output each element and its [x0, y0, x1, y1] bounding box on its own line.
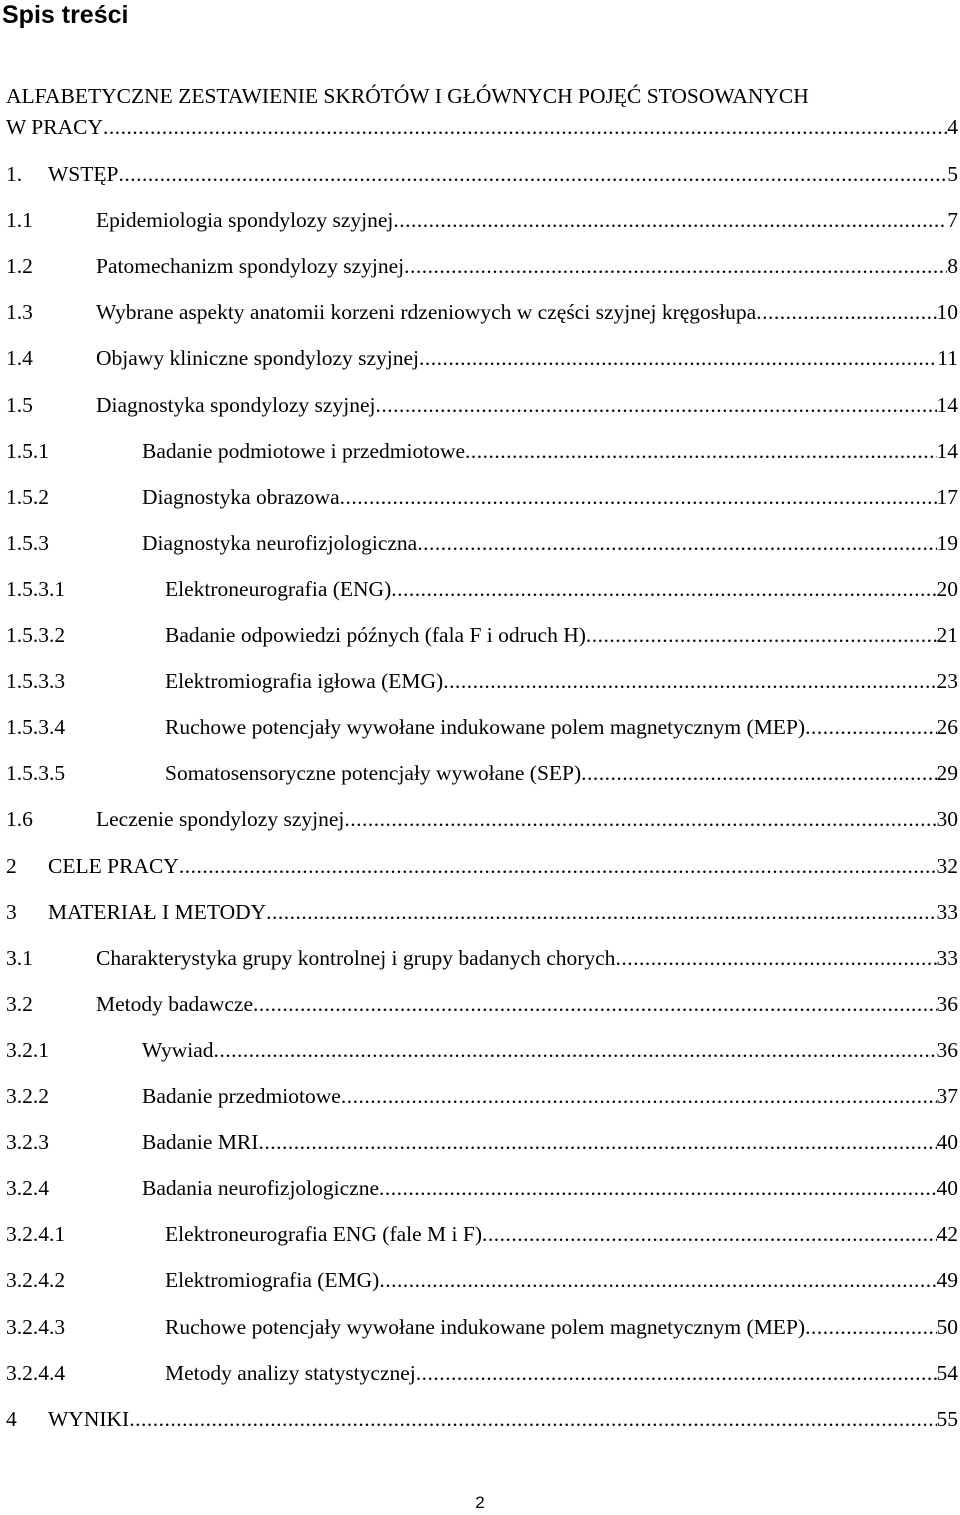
- toc-leader-dots: [258, 1127, 936, 1157]
- toc-entry-page: 30: [936, 807, 958, 831]
- toc-entry-text: MATERIAŁ I METODY: [48, 900, 267, 924]
- toc-leader-dots: [404, 251, 947, 281]
- toc-entry-number: 1.3: [6, 300, 33, 324]
- toc-entry-number: 3.2.4.4: [6, 1361, 66, 1385]
- toc-entry-number: 3.2.4.3: [6, 1315, 66, 1339]
- toc-entry-page: 11: [937, 346, 958, 370]
- toc-leader-dots: [103, 112, 947, 142]
- toc-entry-text: Badanie podmiotowe i przedmiotowe: [142, 439, 466, 463]
- toc-entry[interactable]: [6, 1358, 958, 1388]
- toc-leader-dots: [465, 436, 936, 466]
- toc-entry-page: 55: [936, 1407, 958, 1431]
- toc-entry[interactable]: [6, 574, 958, 604]
- toc-entry-text: Elektroneurografia (ENG): [165, 577, 392, 601]
- toc-entry-number: 3.2.4: [6, 1176, 49, 1200]
- toc-entry[interactable]: [6, 297, 958, 327]
- toc-entry-page: 33: [936, 946, 958, 970]
- toc-entry-text: Epidemiologia spondylozy szyjnej: [96, 208, 394, 232]
- toc-leader-dots: [805, 1312, 936, 1342]
- toc-entry-number: 3.1: [6, 946, 33, 970]
- toc-entry-text: Ruchowe potencjały wywołane indukowane polem magnetycznym (MEP): [165, 1315, 806, 1339]
- toc-entry[interactable]: [6, 1127, 958, 1157]
- toc-entry-text: Elektromiografia igłowa (EMG): [165, 669, 444, 693]
- toc-entry-number: 3.2.1: [6, 1038, 49, 1062]
- toc-leader-dots: [379, 1173, 937, 1203]
- toc-entry-page: 42: [936, 1222, 958, 1246]
- toc-entry-page: 14: [936, 393, 958, 417]
- toc-entry-page: 32: [936, 854, 958, 878]
- toc-entry[interactable]: [6, 159, 958, 189]
- toc-leader-dots: [266, 897, 936, 927]
- toc-entry[interactable]: [6, 205, 958, 235]
- toc-title: Spis treści: [2, 1, 129, 29]
- toc-entry-text: Objawy kliniczne spondylozy szyjnej: [96, 346, 420, 370]
- toc-entry-text: Ruchowe potencjały wywołane indukowane polem magnetycznym (MEP): [165, 715, 806, 739]
- toc-entry-number: 3.2: [6, 992, 33, 1016]
- toc-entry-page: 14: [936, 439, 958, 463]
- toc-leader-dots: [375, 390, 936, 420]
- toc-entry-number: 2: [6, 854, 17, 878]
- toc-entry-text: Somatosensoryczne potencjały wywołane (SEP): [165, 761, 582, 785]
- toc-entry[interactable]: [6, 390, 958, 420]
- toc-entry-number: 1.5.3: [6, 531, 49, 555]
- toc-entry-number: 1.: [6, 162, 23, 186]
- toc-entry[interactable]: [6, 343, 958, 373]
- toc-entry-text: Elektromiografia (EMG): [165, 1268, 380, 1292]
- toc-entry-text: Badanie odpowiedzi późnych (fala F i odruch H): [165, 623, 586, 647]
- toc-entry[interactable]: [6, 851, 958, 881]
- toc-entry-number: 1.6: [6, 807, 33, 831]
- toc-entry-number: 1.5.3.3: [6, 669, 66, 693]
- toc-entry-text: WYNIKI: [48, 1407, 130, 1431]
- toc-leader-dots: [129, 1404, 936, 1434]
- toc-entry-text: Leczenie spondylozy szyjnej: [96, 807, 345, 831]
- toc-leader-dots: [344, 804, 936, 834]
- toc-entry-page: 17: [936, 485, 958, 509]
- toc-entry-number: 1.5.2: [6, 485, 49, 509]
- toc-entry[interactable]: [6, 620, 958, 650]
- toc-entry-text: Badanie przedmiotowe: [142, 1084, 341, 1108]
- toc-entry-text: Charakterystyka grupy kontrolnej i grupy badanych chorych: [96, 946, 616, 970]
- toc-leader-dots: [756, 297, 936, 327]
- toc-entry-text: Patomechanizm spondylozy szyjnej: [96, 254, 405, 278]
- toc-entry-page: 37: [936, 1084, 958, 1108]
- toc-leader-dots: [615, 943, 936, 973]
- toc-entry-page: 50: [936, 1315, 958, 1339]
- toc-entry-text: CELE PRACY: [48, 854, 179, 878]
- toc-entry-number: 1.1: [6, 208, 33, 232]
- toc-entry-page: 40: [936, 1176, 958, 1200]
- toc-leader-dots: [391, 574, 936, 604]
- toc-entry[interactable]: [6, 1265, 958, 1295]
- toc-leader-dots: [443, 666, 936, 696]
- toc-entry[interactable]: [6, 528, 958, 558]
- toc-entry-page: 54: [936, 1361, 958, 1385]
- toc-entry-page: 26: [936, 715, 958, 739]
- page-number: 2: [475, 1493, 485, 1512]
- toc-entry[interactable]: [6, 712, 958, 742]
- toc-entry-text: Diagnostyka obrazowa: [142, 485, 340, 509]
- toc-entry-page: 20: [936, 577, 958, 601]
- toc-leader-dots: [419, 343, 937, 373]
- toc-entry-number: 1.4: [6, 346, 33, 370]
- toc-leader-dots: [179, 851, 937, 881]
- toc-entry-text: Metody badawcze: [96, 992, 253, 1016]
- toc-entry[interactable]: [6, 1312, 958, 1342]
- toc-entry-number: 1.5.3.4: [6, 715, 66, 739]
- toc-entry[interactable]: [6, 1404, 958, 1434]
- toc-entry-number: 1.5.3.1: [6, 577, 66, 601]
- toc-entry-page: 7: [947, 208, 958, 232]
- toc-entry[interactable]: [6, 804, 958, 834]
- toc-entry[interactable]: [6, 1081, 958, 1111]
- toc-entry-page: 23: [936, 669, 958, 693]
- toc-leader-dots: [118, 159, 947, 189]
- toc-entry-number: 1.2: [6, 254, 33, 278]
- toc-entry-number: 3: [6, 900, 17, 924]
- toc-entry[interactable]: [6, 251, 958, 281]
- toc-entry-number: 1.5: [6, 393, 33, 417]
- toc-leader-dots: [379, 1265, 936, 1295]
- toc-entry-text: Wybrane aspekty anatomii korzeni rdzeniowych w części szyjnej kręgosłupa: [96, 300, 757, 324]
- toc-leader-dots: [214, 1035, 937, 1065]
- toc-leader-dots: [253, 989, 937, 1019]
- toc-entry[interactable]: [6, 1035, 958, 1065]
- toc-leader-dots: [417, 528, 936, 558]
- toc-entry[interactable]: [6, 436, 958, 466]
- toc-leader-dots: [340, 482, 937, 512]
- toc-entry-page: 29: [936, 761, 958, 785]
- toc-entry[interactable]: [6, 758, 958, 788]
- toc-entry-text: Diagnostyka neurofizjologiczna: [142, 531, 418, 555]
- toc-entry-number: 3.2.2: [6, 1084, 49, 1108]
- toc-entry-text: Wywiad: [142, 1038, 214, 1062]
- toc-entry-text: Elektroneurografia ENG (fale M i F): [165, 1222, 483, 1246]
- toc-entry-number: 3.2.4.1: [6, 1222, 66, 1246]
- toc-entry-number: 1.5.3.5: [6, 761, 66, 785]
- toc-leader-dots: [482, 1219, 936, 1249]
- toc-entry-text: WSTĘP: [48, 162, 119, 186]
- toc-entry-page: 21: [936, 623, 958, 647]
- toc-entry-number: 3.2.3: [6, 1130, 49, 1154]
- toc-entry[interactable]: [6, 666, 958, 696]
- toc-entry-text: Diagnostyka spondylozy szyjnej: [96, 393, 376, 417]
- toc-entry-text: Badanie MRI: [142, 1130, 259, 1154]
- toc-entry[interactable]: [6, 482, 958, 512]
- toc-entry[interactable]: [6, 1219, 958, 1249]
- toc-entry-page: 8: [947, 254, 958, 278]
- toc-entry-page: 19: [936, 531, 958, 555]
- toc-entry-abbreviations[interactable]: [6, 112, 958, 142]
- toc-leader-dots: [416, 1358, 937, 1388]
- toc-entry-page: 49: [936, 1268, 958, 1292]
- toc-entry[interactable]: [6, 897, 958, 927]
- toc-entry-page: 36: [936, 1038, 958, 1062]
- toc-entry-page: 10: [936, 300, 958, 324]
- toc-entry-page: 4: [947, 115, 958, 139]
- toc-entry-number: 1.5.3.2: [6, 623, 66, 647]
- toc-entry-abbreviations-line1: ALFABETYCZNE ZESTAWIENIE SKRÓTÓW I GŁÓWNYCH POJĘĆ STOSOWANYCH: [6, 84, 809, 108]
- toc-entry-number: 1.5.1: [6, 439, 49, 463]
- toc-leader-dots: [581, 758, 936, 788]
- toc-entry-page: 40: [936, 1130, 958, 1154]
- toc-leader-dots: [341, 1081, 937, 1111]
- toc-entry[interactable]: [6, 943, 958, 973]
- toc-entry-text: W PRACY: [6, 115, 103, 139]
- toc-leader-dots: [805, 712, 936, 742]
- toc-entry-text: Metody analizy statystycznej: [165, 1361, 416, 1385]
- toc-entry-page: 33: [936, 900, 958, 924]
- toc-entry-page: 36: [936, 992, 958, 1016]
- toc-entry-page: 5: [947, 162, 958, 186]
- toc-entry[interactable]: [6, 989, 958, 1019]
- toc-leader-dots: [586, 620, 937, 650]
- toc-entry-number: 4: [6, 1407, 17, 1431]
- toc-entry-text: Badania neurofizjologiczne: [142, 1176, 379, 1200]
- toc-entry-number: 3.2.4.2: [6, 1268, 66, 1292]
- toc-entry[interactable]: [6, 1173, 958, 1203]
- toc-leader-dots: [393, 205, 947, 235]
